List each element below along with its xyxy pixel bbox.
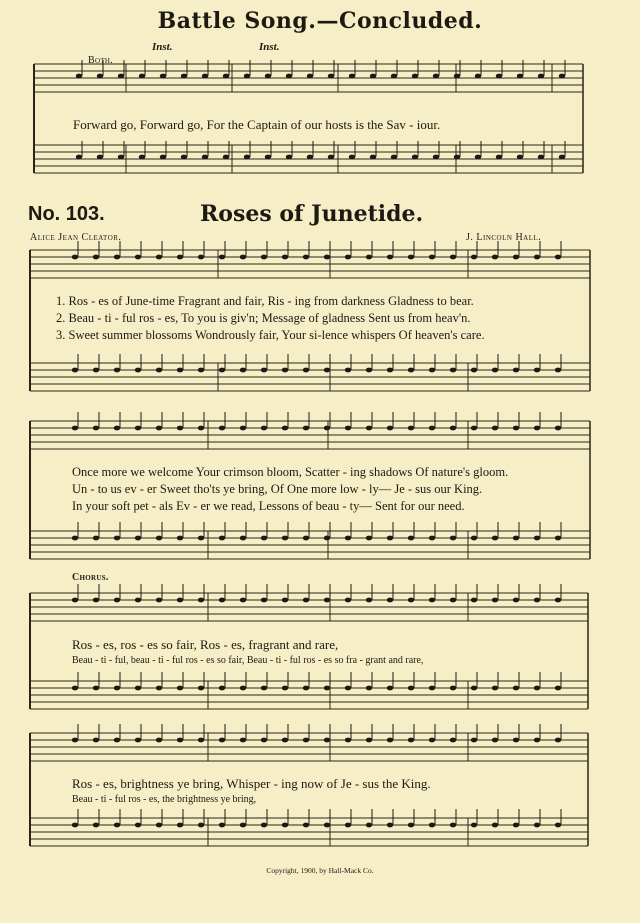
chorus-lyric-line: Ros - es, brightness ye bring, Whisper - ing now of Je - sus the King. [72, 776, 431, 791]
chorus-lyric-line: Ros - es, ros - es so fair, Ros - es, fragrant and rare, [72, 637, 339, 652]
verse-line: 1. Ros - es of June-time Fragrant and fair, Ris - ing from darkness Gladness to bear. [56, 294, 474, 308]
verse-line: 3. Sweet summer blossoms Wondrously fair, Your si-lence whispers Of heaven's care. [56, 328, 485, 342]
inst-label: Inst. [259, 41, 280, 53]
inst-label: Inst. [152, 41, 173, 53]
verse-line: Once more we welcome Your crimson bloom, Scatter - ing shadows Of nature's gloom. [72, 465, 509, 479]
lyricist-credit: Alice Jean Cleator. [30, 232, 122, 243]
copyright-footer: Copyright, 1900, by Hall-Mack Co. [266, 866, 374, 875]
both-label: Both. [88, 55, 114, 66]
verse-line: Un - to us ev - er Sweet tho'ts ye bring, Of One more low - ly— Je - sus our King. [72, 482, 483, 496]
hymn-number: No. 103. [28, 203, 105, 225]
composer-credit: J. Lincoln Hall. [466, 232, 542, 243]
page-title: Battle Song.—Concluded. [157, 8, 483, 34]
verse-line: 2. Beau - ti - ful ros - es, To you is giv'n; Message of gladness Sent us from heav'n. [56, 311, 471, 325]
hymn-title: Roses of Junetide. [200, 201, 424, 227]
chorus-sub-lyric: Beau - ti - ful, beau - ti - ful ros - es so fair, Beau - ti - ful ros - es so fra - grant and rare, [72, 655, 424, 666]
chorus-sub-lyric: Beau - ti - ful ros - es, the brightness ye bring, [72, 794, 257, 805]
verse-line: In your soft pet - als Ev - er we read, Lessons of beau - ty— Sent for our need. [72, 499, 465, 513]
lyric-line: Forward go, Forward go, For the Captain of our hosts is the Sav - iour. [73, 117, 441, 132]
chorus-label: Chorus. [72, 572, 109, 583]
